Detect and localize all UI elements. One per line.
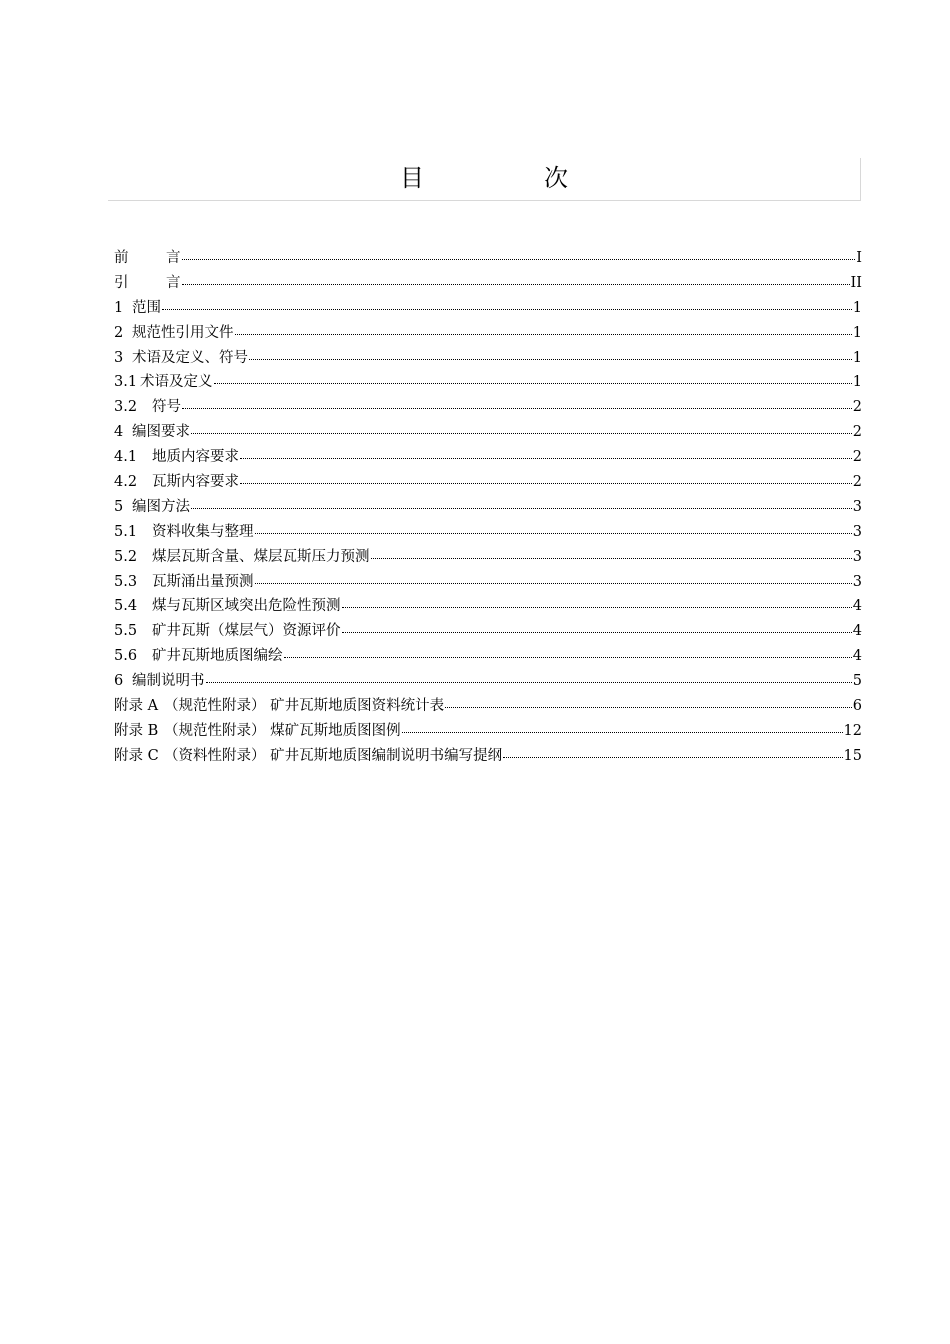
toc-page-number: 6 [852, 698, 862, 715]
toc-label: 编制说明书 [132, 673, 205, 690]
toc-leader-dots [445, 696, 852, 710]
toc-page-number: 4 [852, 598, 862, 615]
toc-number: 附录 C [114, 747, 159, 764]
toc-label: 言 [166, 274, 181, 291]
toc-page-number: II [850, 274, 862, 291]
toc-row[interactable] [114, 721, 862, 746]
toc-label: 瓦斯内容要求 [152, 474, 239, 491]
toc-leader-dots [240, 472, 852, 486]
toc-page-number: 1 [852, 349, 862, 366]
toc-label: 地质内容要求 [152, 449, 239, 466]
toc-leader-dots [214, 372, 852, 386]
toc-page-number: 2 [852, 474, 862, 491]
toc-label: （规范性附录） 矿井瓦斯地质图资料统计表 [164, 698, 445, 715]
toc-label: 编图方法 [132, 498, 190, 515]
toc-row[interactable] [114, 422, 862, 447]
toc-row[interactable] [114, 447, 862, 472]
toc-row[interactable] [114, 746, 862, 771]
title-block [108, 158, 861, 201]
toc-label: 煤与瓦斯区域突出危险性预测 [152, 598, 341, 615]
toc-leader-dots [255, 522, 852, 536]
toc-row[interactable] [114, 497, 862, 522]
toc-page-number: 1 [852, 299, 862, 316]
toc-leader-dots [342, 621, 852, 635]
toc-number: 引 [114, 274, 129, 291]
toc-number: 2 [114, 324, 124, 341]
toc-label: 资料收集与整理 [152, 523, 254, 540]
toc-leader-dots [235, 323, 852, 337]
toc-row[interactable] [114, 472, 862, 497]
toc-leader-dots [182, 248, 856, 262]
toc-row[interactable] [114, 522, 862, 547]
toc-page-number: 3 [852, 498, 862, 515]
toc-row[interactable] [114, 248, 862, 273]
toc-number: 附录 B [114, 722, 159, 739]
toc-number: 5.1 [114, 523, 138, 540]
toc-leader-dots [503, 746, 842, 760]
toc-leader-dots [182, 397, 852, 411]
toc-number: 5.4 [114, 598, 138, 615]
toc-row[interactable] [114, 547, 862, 572]
toc-row[interactable] [114, 323, 862, 348]
toc-leader-dots [162, 298, 852, 312]
toc-row[interactable] [114, 397, 862, 422]
toc-row[interactable] [114, 572, 862, 597]
toc-page-number: 1 [852, 324, 862, 341]
toc-label: 矿井瓦斯地质图编绘 [152, 648, 283, 665]
toc-leader-dots [249, 348, 852, 362]
toc-number: 附录 A [114, 698, 159, 715]
toc-number: 4.1 [114, 449, 138, 466]
toc-number: 5.3 [114, 573, 138, 590]
toc-page-number: 1 [852, 374, 862, 391]
toc-label: 术语及定义 [140, 374, 213, 391]
toc-number: 3.2 [114, 399, 138, 416]
toc-page-number: 15 [843, 747, 862, 764]
toc-leader-dots [191, 422, 852, 436]
page-title: 目 次 [400, 164, 616, 192]
toc-number: 6 [114, 673, 124, 690]
toc-label: （资料性附录） 矿井瓦斯地质图编制说明书编写提纲 [164, 747, 503, 764]
toc-page-number: 4 [852, 648, 862, 665]
toc-page-number: 2 [852, 399, 862, 416]
toc-row[interactable] [114, 621, 862, 646]
toc-page-number: 2 [852, 424, 862, 441]
toc-row[interactable] [114, 671, 862, 696]
toc-row[interactable] [114, 596, 862, 621]
toc-leader-dots [402, 721, 843, 735]
toc-number: 4.2 [114, 474, 138, 491]
toc-label: 煤层瓦斯含量、煤层瓦斯压力预测 [152, 548, 370, 565]
toc-row[interactable] [114, 348, 862, 373]
toc-leader-dots [255, 572, 852, 586]
toc-row[interactable] [114, 298, 862, 323]
toc-label: 编图要求 [132, 424, 190, 441]
toc-row[interactable] [114, 696, 862, 721]
toc-label: 言 [166, 250, 181, 266]
toc-number: 5.2 [114, 548, 138, 565]
toc-page-number: 2 [852, 449, 862, 466]
toc-page-number: 3 [852, 548, 862, 565]
toc-leader-dots [240, 447, 852, 461]
toc-number: 1 [114, 299, 124, 316]
toc-leader-dots [191, 497, 852, 511]
toc-row[interactable] [114, 372, 862, 397]
toc-page-number: 3 [852, 523, 862, 540]
toc-number: 5.6 [114, 648, 138, 665]
toc-label: 规范性引用文件 [132, 324, 234, 341]
toc-leader-dots [342, 596, 852, 610]
toc-leader-dots [371, 547, 852, 561]
toc-number: 5 [114, 498, 124, 515]
toc-number: 3 [114, 349, 124, 366]
toc-label: 矿井瓦斯（煤层气）资源评价 [152, 623, 341, 640]
toc-label: 范围 [132, 299, 161, 316]
toc-label: 术语及定义、符号 [132, 349, 248, 366]
table-of-contents [114, 248, 862, 771]
toc-leader-dots [206, 671, 852, 685]
toc-page-number: 5 [852, 673, 862, 690]
toc-number: 前 [114, 250, 129, 266]
toc-page-number: 12 [843, 722, 862, 739]
toc-label: 瓦斯涌出量预测 [152, 573, 254, 590]
toc-label: （规范性附录） 煤矿瓦斯地质图图例 [164, 722, 401, 739]
toc-row[interactable] [114, 646, 862, 671]
toc-page-number: 3 [852, 573, 862, 590]
toc-leader-dots [284, 646, 852, 660]
toc-label: 符号 [152, 399, 181, 416]
toc-number: 5.5 [114, 623, 138, 640]
toc-page-number: 4 [852, 623, 862, 640]
toc-number: 4 [114, 424, 124, 441]
toc-number: 3.1 [114, 374, 138, 391]
toc-page-number: I [856, 250, 862, 266]
toc-row[interactable] [114, 273, 862, 298]
toc-leader-dots [182, 273, 850, 287]
